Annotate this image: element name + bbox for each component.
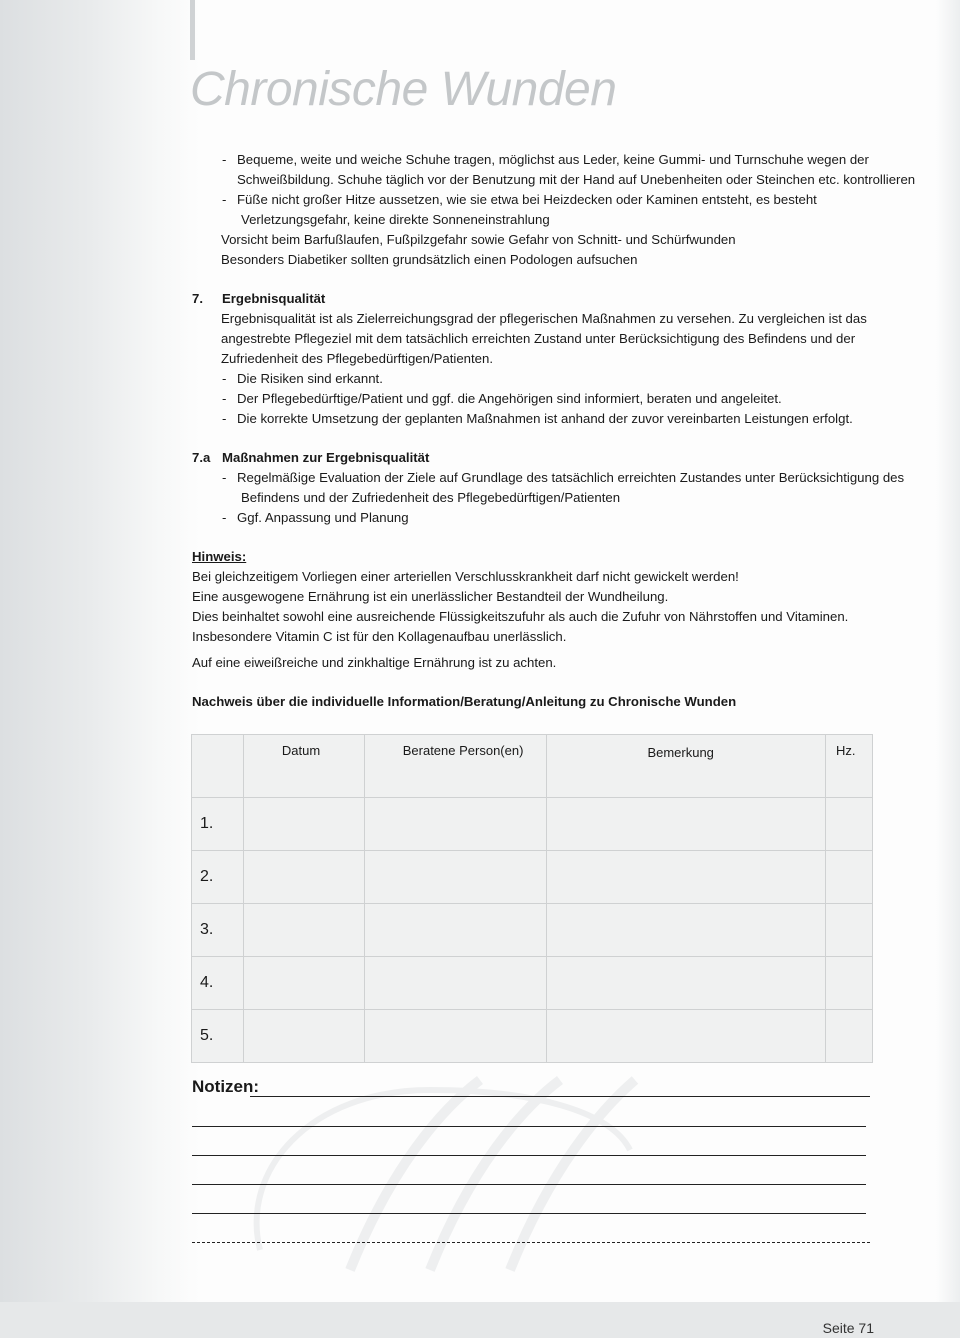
page-number: Seite 71 — [822, 1320, 874, 1336]
table-row — [192, 904, 873, 957]
row-number: 2. — [192, 851, 244, 904]
cell-datum[interactable] — [243, 957, 364, 1010]
right-gradient-band — [936, 0, 960, 1338]
intro-item-2-line-2: Verletzungsgefahr, keine direkte Sonneneinstrahlung — [241, 212, 550, 227]
cell-hz[interactable] — [826, 798, 873, 851]
cell-person[interactable] — [364, 851, 547, 904]
section-7-bullet-3: Die korrekte Umsetzung der geplanten Maßnahmen ist anhand der zuvor vereinbarten Leistungen erfolgt. — [237, 411, 853, 426]
section-7-bullet-2: Der Pflegebedürftige/Patient und ggf. die Angehörigen sind informiert, beraten und angeleitet. — [237, 391, 782, 406]
section-7-paragraph-line-2: angestrebte Pflegeziel mit dem tatsächlich erreichten Zustand unter Berücksichtigung des Befindens und der — [221, 331, 856, 346]
table-header-row — [192, 735, 873, 798]
note-line[interactable] — [192, 1242, 870, 1243]
cell-hz[interactable] — [826, 851, 873, 904]
footer-bar — [0, 1302, 960, 1338]
notes-label: Notizen: — [192, 1077, 260, 1096]
cell-bemerkung[interactable] — [547, 904, 826, 957]
cell-person[interactable] — [364, 798, 547, 851]
hinweis-line-3: Dies beinhaltet sowohl eine ausreichende Flüssigkeitszufuhr als auch die Zufuhr von Nährstoffen und Vitaminen. — [192, 609, 849, 624]
bullet-marker: - — [222, 391, 227, 406]
hinweis-label: Hinweis: — [192, 549, 247, 564]
section-7a-bullet-1-line-1: Regelmäßige Evaluation der Ziele auf Grundlage des tatsächlich erreichten Zustandes unter Berücksichtigung des — [237, 470, 905, 485]
column-header-datum: Datum — [243, 735, 364, 798]
note-line[interactable] — [192, 1155, 866, 1156]
note-line[interactable] — [192, 1213, 866, 1214]
cell-bemerkung[interactable] — [547, 957, 826, 1010]
cell-datum[interactable] — [243, 798, 364, 851]
bullet-marker: - — [222, 192, 227, 207]
intro-item-2-line-1: Füße nicht großer Hitze aussetzen, wie sie etwa bei Heizdecken oder Kaminen entsteht, es besteht — [237, 192, 817, 207]
table-header-corner — [192, 735, 244, 798]
row-number: 4. — [192, 957, 244, 1010]
bullet-marker: - — [222, 470, 227, 485]
cell-datum[interactable] — [243, 904, 364, 957]
cell-hz[interactable] — [826, 957, 873, 1010]
column-header-bemerkung: Bemerkung — [547, 735, 826, 798]
note-line[interactable] — [192, 1184, 866, 1185]
hinweis-line-2: Eine ausgewogene Ernährung ist ein unerlässlicher Bestandteil der Wundheilung. — [192, 589, 669, 604]
cell-bemerkung[interactable] — [547, 798, 826, 851]
intro-plain-2: Besonders Diabetiker sollten grundsätzlich einen Podologen aufsuchen — [221, 252, 638, 267]
table-row — [192, 798, 873, 851]
hinweis-line-1: Bei gleichzeitigem Vorliegen einer arteriellen Verschlusskrankheit darf nicht gewickelt werden! — [192, 569, 739, 584]
decorative-watermark — [230, 1050, 650, 1280]
title-accent-rule — [190, 0, 195, 60]
section-7-heading: Ergebnisqualität — [222, 291, 326, 306]
section-7a-bullet-2: Ggf. Anpassung und Planung — [237, 510, 409, 525]
hinweis-closing: Auf eine eiweißreiche und zinkhaltige Ernährung ist zu achten. — [192, 655, 557, 670]
column-header-beratene-personen: Beratene Person(en) — [364, 735, 547, 798]
bullet-marker: - — [222, 510, 227, 525]
section-7-number: 7. — [192, 291, 203, 306]
bullet-marker: - — [222, 411, 227, 426]
table-row — [192, 1010, 873, 1063]
section-7a-bullet-1-line-2: Befindens und der Zufriedenheit des Pflegebedürftigen/Patienten — [241, 490, 621, 505]
cell-hz[interactable] — [826, 904, 873, 957]
table-row — [192, 957, 873, 1010]
section-7-bullet-1: Die Risiken sind erkannt. — [237, 371, 383, 386]
intro-item-1-line-2: Schweißbildung. Schuhe täglich vor der Benutzung mit der Hand auf Unebenheiten oder Steinchen etc. kontrollieren — [237, 172, 916, 187]
cell-person[interactable] — [364, 904, 547, 957]
section-7-paragraph-line-3: Zufriedenheit des Pflegebedürftigen/Patienten. — [221, 351, 493, 366]
cell-person[interactable] — [364, 957, 547, 1010]
intro-plain-1: Vorsicht beim Barfußlaufen, Fußpilzgefahr sowie Gefahr von Schnitt- und Schürfwunden — [221, 232, 736, 247]
column-header-hz: Hz. — [826, 735, 873, 798]
cell-bemerkung[interactable] — [547, 851, 826, 904]
row-number: 3. — [192, 904, 244, 957]
bullet-marker: - — [222, 152, 227, 167]
cell-person[interactable] — [364, 1010, 547, 1063]
row-number: 5. — [192, 1010, 244, 1063]
note-line[interactable] — [250, 1096, 870, 1097]
left-gradient-band — [0, 0, 200, 1338]
nachweis-title: Nachweis über die individuelle Information/Beratung/Anleitung zu Chronische Wunden — [192, 694, 737, 709]
row-number: 1. — [192, 798, 244, 851]
intro-item-1-line-1: Bequeme, weite und weiche Schuhe tragen, möglichst aus Leder, keine Gummi- und Turnschuhe wegen der — [237, 152, 869, 167]
consultation-log-table — [191, 734, 873, 1063]
cell-hz[interactable] — [826, 1010, 873, 1063]
section-7a-heading: Maßnahmen zur Ergebnisqualität — [222, 450, 430, 465]
note-line[interactable] — [192, 1126, 866, 1127]
bullet-marker: - — [222, 371, 227, 386]
table-row — [192, 851, 873, 904]
cell-datum[interactable] — [243, 1010, 364, 1063]
cell-bemerkung[interactable] — [547, 1010, 826, 1063]
cell-datum[interactable] — [243, 851, 364, 904]
section-7-paragraph-line-1: Ergebnisqualität ist als Zielerreichungsgrad der pflegerischen Maßnahmen zu versehen. Zu vergleichen ist das — [221, 311, 867, 326]
hinweis-line-4: Insbesondere Vitamin C ist für den Kollagenaufbau unerlässlich. — [192, 629, 567, 644]
page-title: Chronische Wunden — [190, 63, 617, 116]
section-7a-number: 7.a — [192, 450, 211, 465]
